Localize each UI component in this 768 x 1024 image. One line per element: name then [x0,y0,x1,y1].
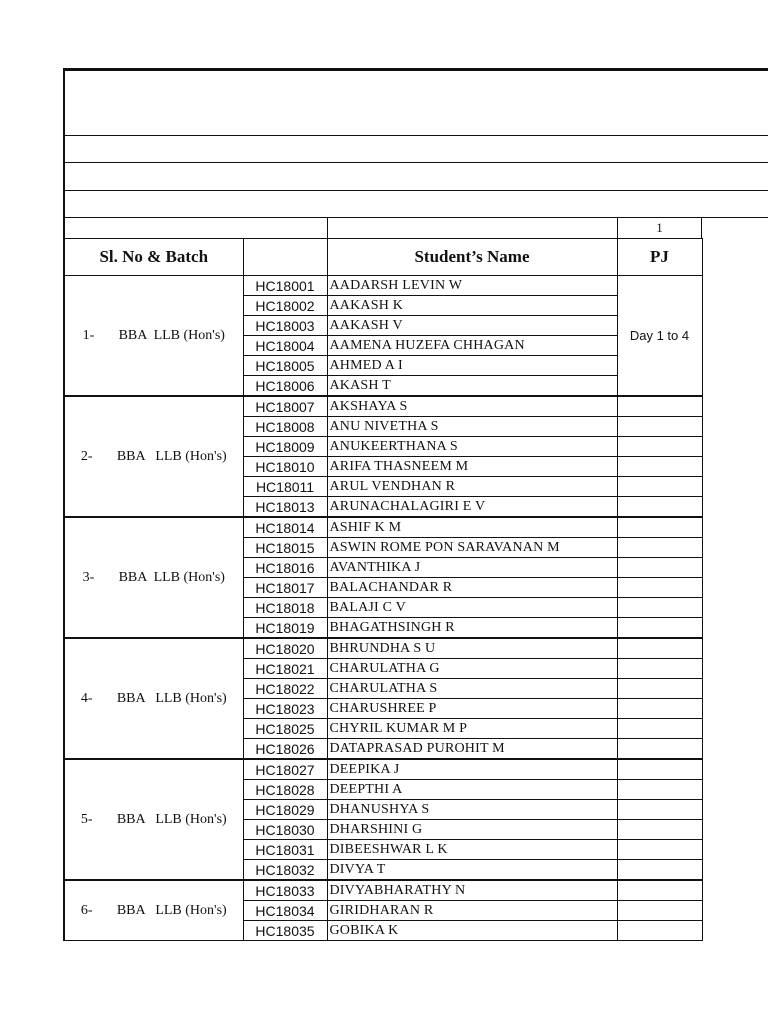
student-id-cell: HC18001 [243,276,327,296]
header-row-3 [63,162,768,190]
batch-cell [64,517,243,638]
pj-cell [617,901,702,921]
student-name-cell: AKASH T [327,376,617,397]
pj-cell [617,860,702,881]
batch-program: BBA LLB (Hon's) [118,327,225,343]
batch-cell [64,880,243,941]
table-row [64,517,702,538]
column-number: 1 [656,220,663,235]
student-name-cell: DHARSHINI G [327,820,617,840]
student-name-cell: BALACHANDAR R [327,578,617,598]
header-row-2 [63,135,768,162]
student-name-cell: DEEPTHI A [327,780,617,800]
pj-header: PJ [617,239,702,276]
student-name-cell: DATAPRASAD PUROHIT M [327,739,617,760]
pj-cell: Day 1 to 4 [617,276,702,397]
student-name-cell: ASWIN ROME PON SARAVANAN M [327,538,617,558]
pj-cell [617,800,702,820]
pj-cell [617,840,702,860]
pj-cell [617,417,702,437]
pj-cell [617,437,702,457]
student-id-cell: HC18031 [243,840,327,860]
pj-cell [617,638,702,659]
student-name-cell: ARUL VENDHAN R [327,477,617,497]
student-id-cell: HC18034 [243,901,327,921]
student-name-cell: BHAGATHSINGH R [327,618,617,639]
student-name-cell: DIVYABHARATHY N [327,880,617,901]
student-name-cell: AAKASH K [327,296,617,316]
header-row-4 [63,190,768,217]
student-name-cell: CHARULATHA G [327,659,617,679]
pj-cell [617,679,702,699]
student-id-cell: HC18016 [243,558,327,578]
student-name-cell: AAMENA HUZEFA CHHAGAN [327,336,617,356]
student-id-cell: HC18009 [243,437,327,457]
batch-program: BBA LLB (Hon's) [116,690,227,706]
student-id-cell: HC18008 [243,417,327,437]
student-id-cell: HC18010 [243,457,327,477]
student-id-cell: HC18032 [243,860,327,881]
student-id-cell: HC18022 [243,679,327,699]
student-id-cell: HC18014 [243,517,327,538]
student-name-cell: GIRIDHARAN R [327,901,617,921]
student-id-cell: HC18027 [243,759,327,780]
student-name-cell: DIVYA T [327,860,617,881]
batch-program: BBA LLB (Hon's) [116,448,227,464]
pj-cell [617,780,702,800]
student-name-cell: ARUNACHALAGIRI E V [327,497,617,518]
student-id-cell: HC18002 [243,296,327,316]
title-block [63,68,768,136]
student-name-cell: AKSHAYA S [327,396,617,417]
table-row [64,638,702,659]
student-name-cell: BHRUNDHA S U [327,638,617,659]
student-id-cell: HC18029 [243,800,327,820]
student-name-cell: DIBEESHWAR L K [327,840,617,860]
batch-cell [64,759,243,880]
student-id-cell: HC18013 [243,497,327,518]
student-name-cell: GOBIKA K [327,921,617,941]
pj-cell [617,921,702,941]
pj-cell [617,578,702,598]
pj-cell [617,719,702,739]
student-id-cell: HC18033 [243,880,327,901]
table-header-row [64,239,702,276]
table-row [64,759,702,780]
student-name-cell: CHYRIL KUMAR M P [327,719,617,739]
pj-cell [617,497,702,518]
pj-cell [617,739,702,760]
batch-header: Sl. No & Batch [64,239,243,276]
batch-serial: 6- [80,902,93,918]
batch-program: BBA LLB (Hon's) [116,902,227,918]
student-id-cell: HC18021 [243,659,327,679]
student-name-cell: AAKASH V [327,316,617,336]
pj-cell [617,880,702,901]
table-row [64,880,702,901]
student-name-cell: DEEPIKA J [327,759,617,780]
batch-cell [64,638,243,759]
pj-cell [617,820,702,840]
student-name-cell: ANU NIVETHA S [327,417,617,437]
pj-cell [617,618,702,639]
pj-cell [617,396,702,417]
batch-cell [64,276,243,397]
pj-cell [617,457,702,477]
student-id-cell: HC18005 [243,356,327,376]
student-name-cell: AADARSH LEVIN W [327,276,617,296]
student-id-cell: HC18019 [243,618,327,639]
student-id-cell: HC18025 [243,719,327,739]
batch-cell [64,396,243,517]
batch-serial: 4- [80,690,93,706]
batch-program: BBA LLB (Hon's) [116,811,227,827]
student-id-cell: HC18023 [243,699,327,719]
pj-cell [617,558,702,578]
student-id-cell: HC18020 [243,638,327,659]
student-table [63,238,703,941]
student-name-cell: CHARULATHA S [327,679,617,699]
student-name-cell: AVANTHIKA J [327,558,617,578]
student-name-cell: ASHIF K M [327,517,617,538]
batch-program: BBA LLB (Hon's) [118,569,225,585]
student-id-cell: HC18030 [243,820,327,840]
student-name-cell: ARIFA THASNEEM M [327,457,617,477]
pj-cell [617,659,702,679]
student-name-cell: AHMED A I [327,356,617,376]
pj-cell [617,517,702,538]
student-id-cell: HC18011 [243,477,327,497]
batch-serial: 2- [80,448,93,464]
student-name-cell: CHARUSHREE P [327,699,617,719]
batch-serial: 1- [82,327,95,343]
table-row [64,276,702,296]
pj-cell [617,759,702,780]
student-id-cell: HC18026 [243,739,327,760]
student-name-cell: DHANUSHYA S [327,800,617,820]
student-id-cell: HC18015 [243,538,327,558]
student-id-cell: HC18017 [243,578,327,598]
pj-cell [617,699,702,719]
pj-cell [617,477,702,497]
student-id-cell: HC18035 [243,921,327,941]
student-id-cell: HC18018 [243,598,327,618]
pj-cell [617,538,702,558]
student-id-cell: HC18004 [243,336,327,356]
student-id-cell: HC18007 [243,396,327,417]
id-header [243,239,327,276]
column-number-row [63,217,768,238]
batch-serial: 3- [82,569,95,585]
student-id-cell: HC18003 [243,316,327,336]
student-id-cell: HC18006 [243,376,327,397]
pj-cell [617,598,702,618]
student-name-cell: BALAJI C V [327,598,617,618]
name-header: Student’s Name [327,239,617,276]
batch-serial: 5- [80,811,93,827]
student-id-cell: HC18028 [243,780,327,800]
table-row [64,396,702,417]
student-name-cell: ANUKEERTHANA S [327,437,617,457]
